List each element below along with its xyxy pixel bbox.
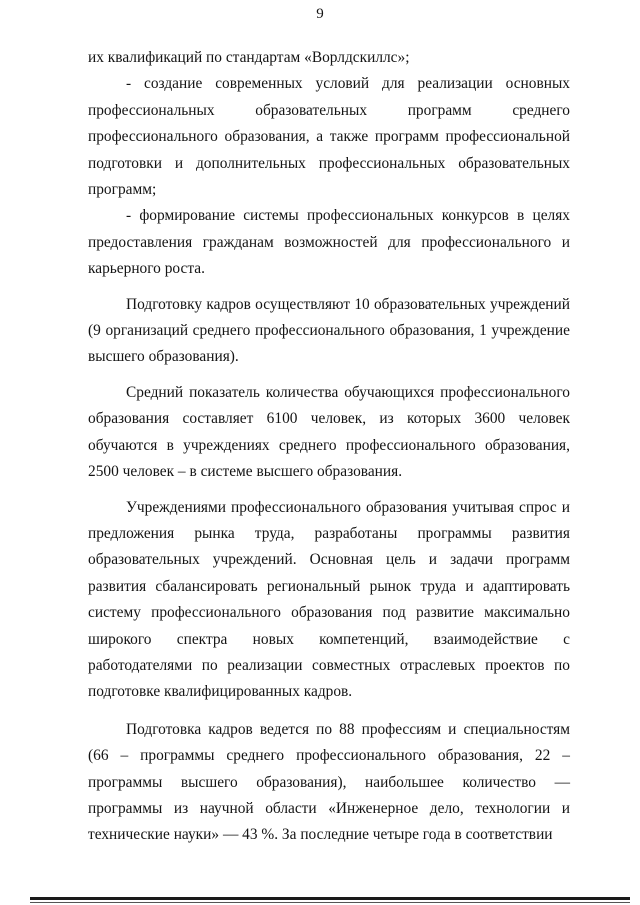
paragraph-institutions: Подготовку кадров осуществляют 10 образовательных учреждений (9 организаций среднего профессионального образования, 1 учреждение высшего образования). (88, 295, 570, 366)
paragraph-development-programs: Учреждениями профессионального образования учитывая спрос и предложения рынка труда, разработаны программы развития образовательных учреждений. Основная цель и задачи программ развития сбалансировать региональный рынок труда и адаптировать систему профессионального образования под развитие максимально широкого спектра новых компетенций, взаимодействие с работодателями по реализации совместных отраслевых проектов по подготовке квалифицированных кадров. (88, 498, 570, 701)
paragraph-list-item-contests: - формирование системы профессиональных конкурсов в целях предоставления гражданам возможностей для профессионального и карьерного роста. (88, 207, 570, 278)
paragraph-list-item-conditions: - создание современных условий для реализации основных профессиональных образовательных программ среднего профессионального образования, а также программ профессиональной подготовки и дополнительных профессиональных образовательных программ; (88, 75, 570, 199)
paragraph-continuation: их квалификаций по стандартам «Ворлдскиллс»; (88, 49, 410, 66)
document-body (88, 45, 570, 849)
paragraph-professions: Подготовка кадров ведется по 88 профессиям и специальностям (66 – программы среднего профессионального образования, 22 – программы высшего образования), наибольшее количество — программы из научной области «Инженерное дело, технологии и технические науки» — 43 %. За последние четыре года в соответствии (88, 720, 570, 844)
bottom-border-line (30, 897, 630, 900)
bottom-border-line-thin (30, 902, 630, 903)
page-number: 9 (316, 6, 324, 22)
paragraph-students: Средний показатель количества обучающихся профессионального образования составляет 6100 человек, из которых 3600 человек обучаются в учреждениях среднего профессионального образования, 2500 человек – в системе высшего образования. (88, 383, 570, 481)
